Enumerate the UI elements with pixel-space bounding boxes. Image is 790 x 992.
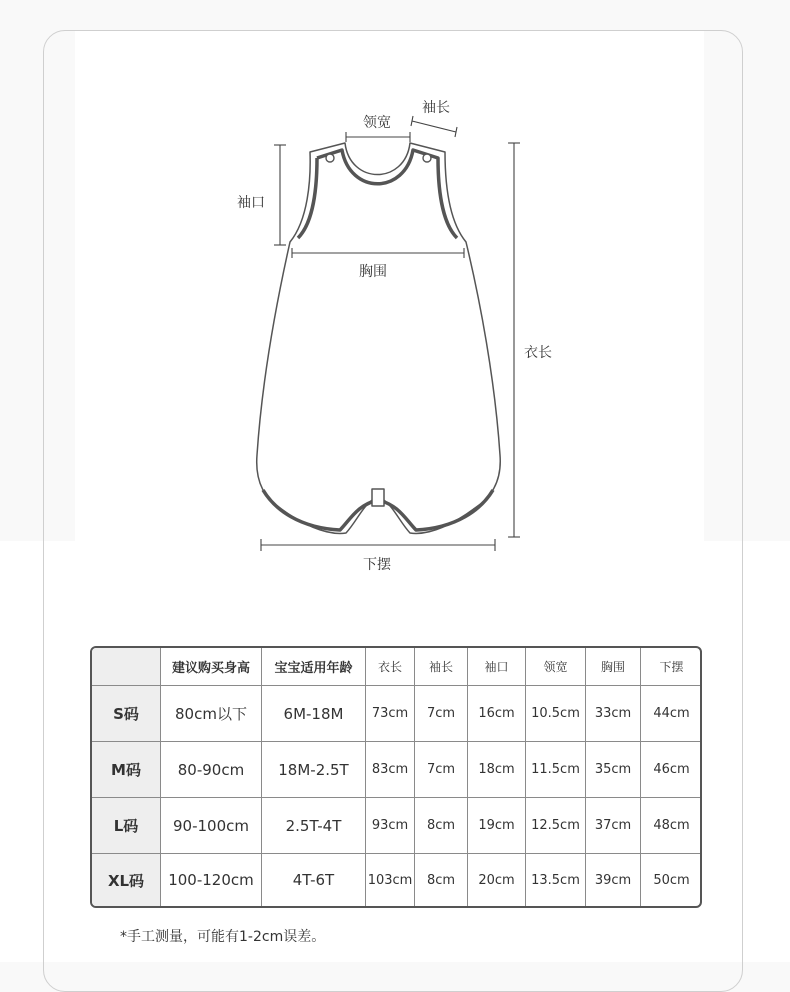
- height-m: 80-90cm: [161, 742, 262, 798]
- size-table: [90, 646, 702, 908]
- table-cell: 73cm: [366, 686, 415, 742]
- age-s: 6M-18M: [262, 686, 366, 742]
- table-cell: 93cm: [366, 798, 415, 854]
- table-cell: 7cm: [415, 742, 468, 798]
- age-xl: 4T-6T: [262, 854, 366, 906]
- age-l: 2.5T-4T: [262, 798, 366, 854]
- table-cell: 8cm: [415, 854, 468, 906]
- table-cell: 33cm: [586, 686, 641, 742]
- table-cell: 18cm: [468, 742, 526, 798]
- footnote: *手工测量，可能有1-2cm误差。: [120, 929, 326, 945]
- table-cell: 8cm: [415, 798, 468, 854]
- header-collar-width: 领宽: [526, 648, 586, 686]
- table-cell: 35cm: [586, 742, 641, 798]
- table-cell: 10.5cm: [526, 686, 586, 742]
- table-cell: 19cm: [468, 798, 526, 854]
- table-cell: 16cm: [468, 686, 526, 742]
- armhole-label: 袖口: [237, 195, 265, 211]
- age-m: 18M-2.5T: [262, 742, 366, 798]
- table-cell: 50cm: [653, 872, 690, 888]
- header-length: 衣长: [366, 648, 415, 686]
- table-cell: 37cm: [586, 798, 641, 854]
- table-cell: 83cm: [366, 742, 415, 798]
- table-cell: 20cm: [468, 854, 526, 906]
- table-cell: 103cm: [366, 854, 415, 906]
- size-xl: XL码: [92, 854, 161, 906]
- table-cell: 46cm: [641, 742, 702, 798]
- table-cell: 11.5cm: [526, 742, 586, 798]
- height-l: 90-100cm: [161, 798, 262, 854]
- header-hem: 下摆: [641, 648, 702, 686]
- chest-label: 胸围: [359, 264, 387, 280]
- height-s: 80cm以下: [161, 686, 262, 742]
- length-label: 衣长: [524, 345, 552, 361]
- garment-outline: [257, 143, 501, 533]
- size-l: L码: [92, 798, 161, 854]
- size-s: S码: [92, 686, 161, 742]
- size-m: M码: [92, 742, 161, 798]
- table-cell: 12.5cm: [526, 798, 586, 854]
- table-cell: 44cm: [641, 686, 702, 742]
- sleeve-length-label: 袖长: [422, 100, 450, 116]
- header-sleeve-length: 袖长: [415, 648, 468, 686]
- table-cell: 48cm: [641, 798, 702, 854]
- table-cell: 7cm: [415, 686, 468, 742]
- header-armhole: 袖口: [468, 648, 526, 686]
- collar-width-label: 领宽: [363, 115, 391, 131]
- table-cell: 39cm: [586, 854, 641, 906]
- header-chest: 胸围: [586, 648, 641, 686]
- height-xl: 100-120cm: [161, 854, 262, 906]
- table-corner: [92, 648, 161, 686]
- header-height: 建议购买身高: [161, 648, 262, 686]
- header-age: 宝宝适用年龄: [262, 648, 366, 686]
- table-cell: 13.5cm: [526, 854, 586, 906]
- hem-label: 下摆: [363, 557, 391, 573]
